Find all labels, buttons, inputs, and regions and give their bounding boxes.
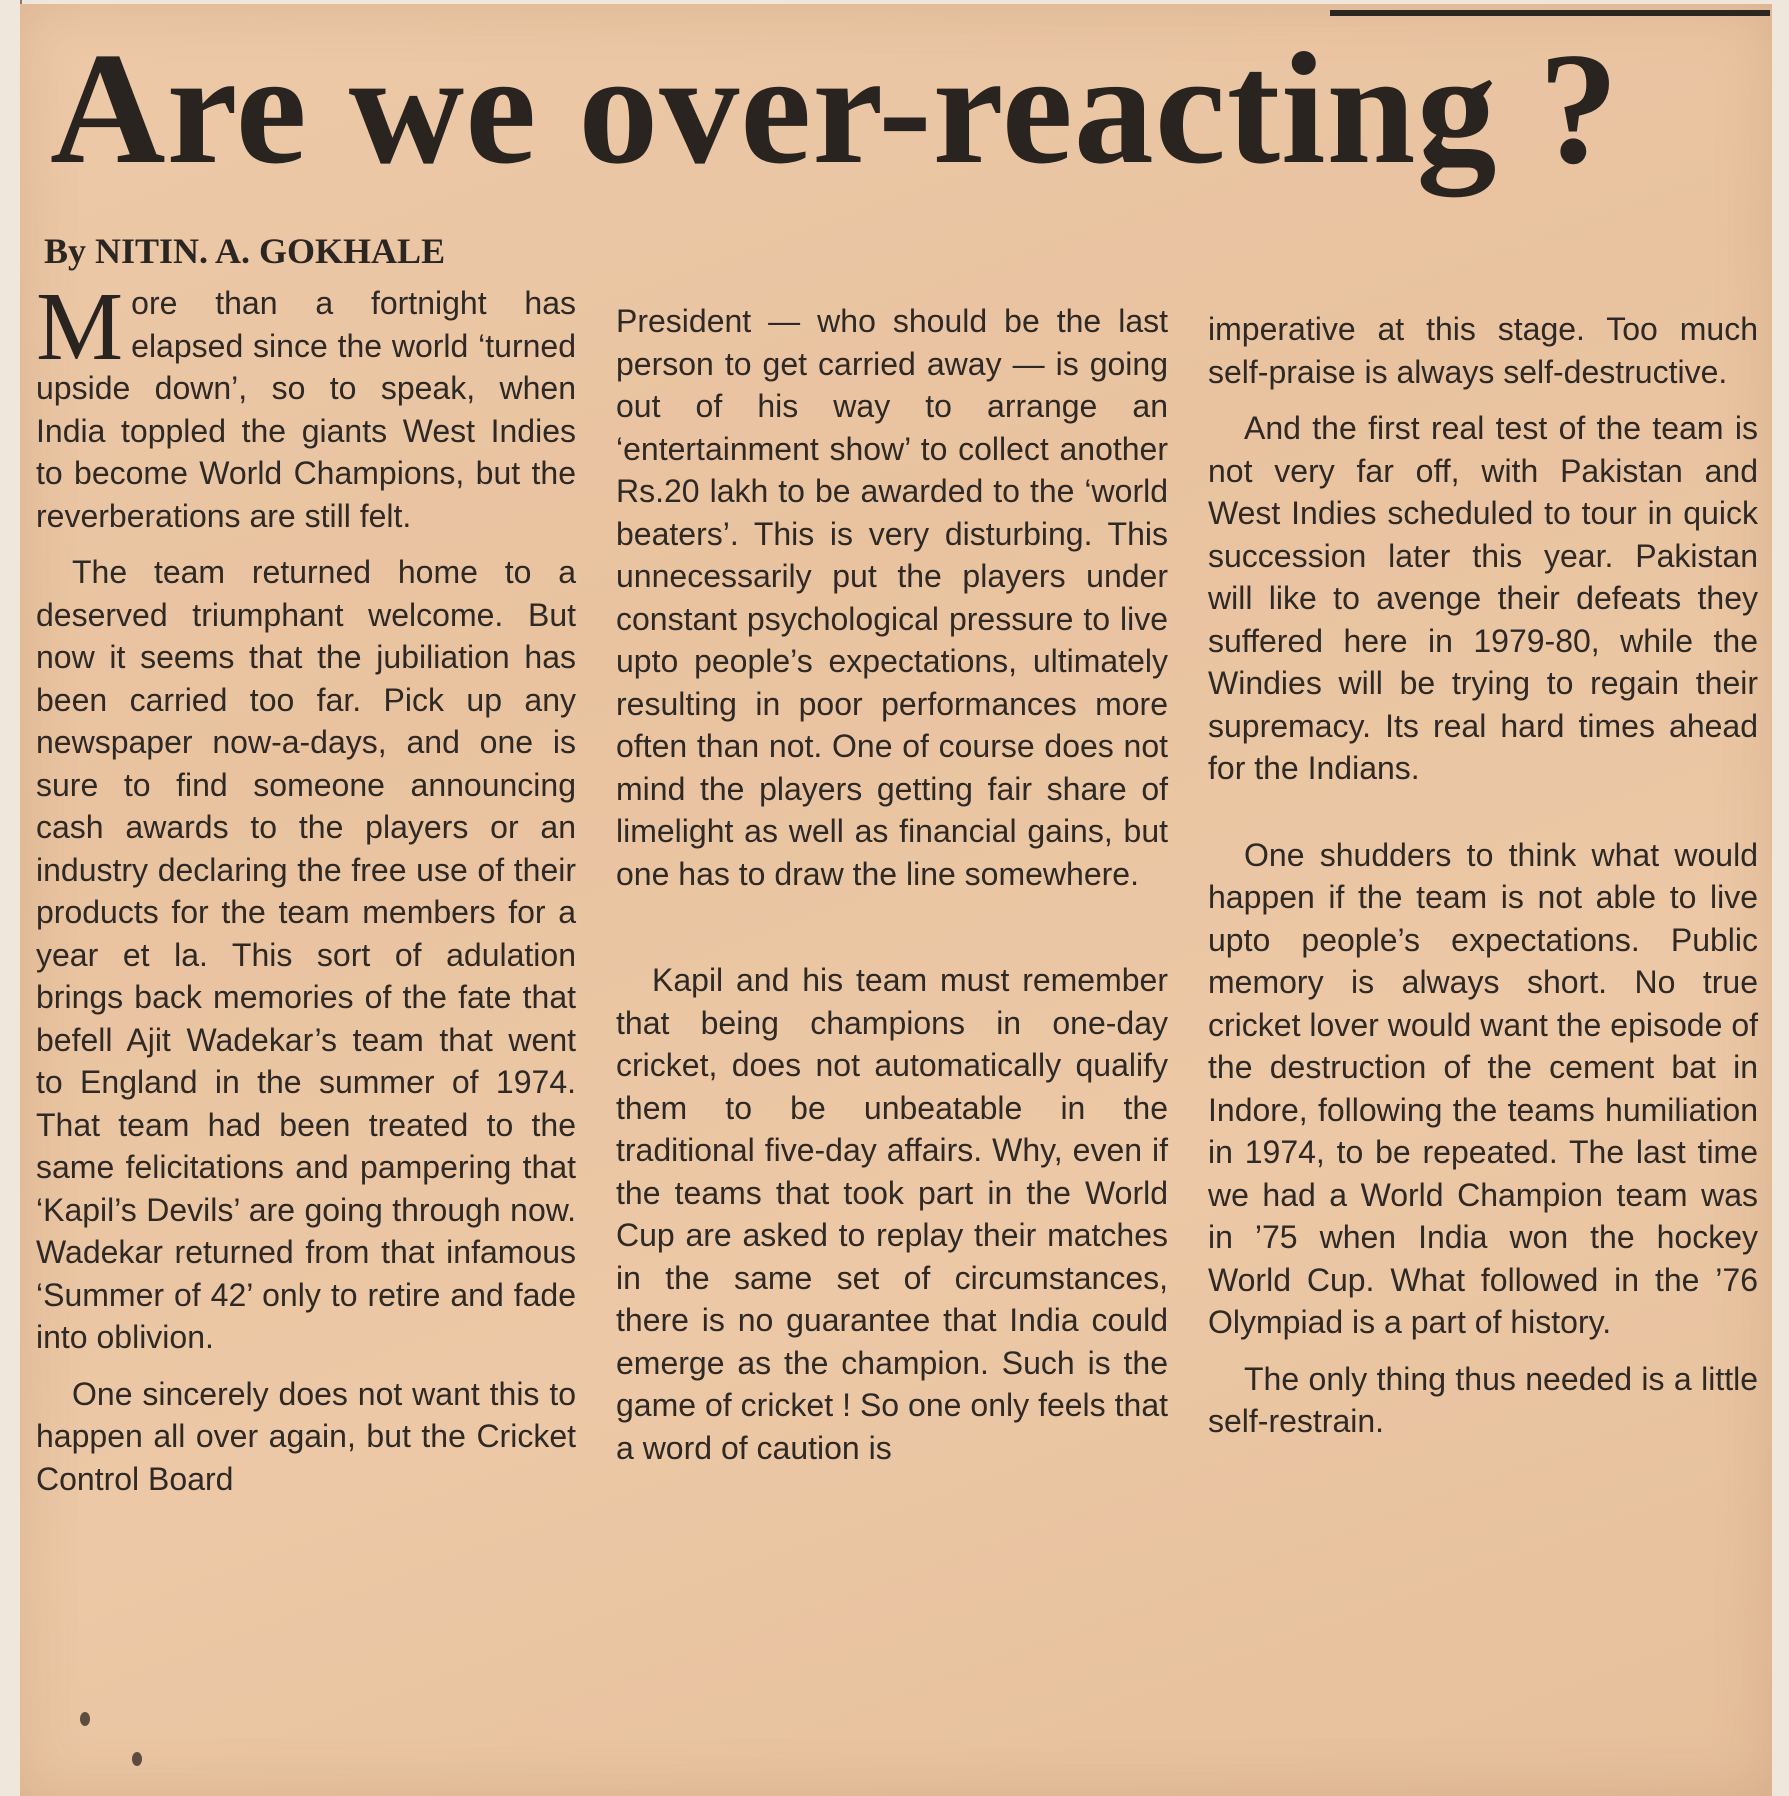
column-gap bbox=[1208, 804, 1758, 834]
byline: By NITIN. A. GOKHALE bbox=[44, 231, 446, 271]
drop-cap: M bbox=[36, 273, 124, 381]
article-column-1 bbox=[36, 273, 576, 1514]
column-gap bbox=[616, 909, 1168, 959]
paragraph: imperative at this stage. Too much self-praise is always self-destructive. bbox=[1208, 311, 1758, 390]
paragraph: One sincerely does not want this to happen all over again, but the Cricket Control Board bbox=[36, 1375, 576, 1497]
paragraph: The only thing thus needed is a little self-restrain. bbox=[1208, 1360, 1758, 1439]
paragraph: And the first real test of the team is not very far off, with Pakistan and West Indies scheduled to tour in quick succession later this year. Pakistan will like to avenge their defeats they suffered here in 1979-80, while the Windies will be trying to regain their supremacy. Its real hard times ahead for the Indians. bbox=[1208, 410, 1758, 786]
paragraph: One shudders to think what would happen if the team is not able to live upto people’s expectations. Public memory is always short. No true cricket lover would want the episode of the destruction of the cement bat in Indore, following the teams humiliation in 1974, to be repeated. The last time we had a World Champion team was in ’75 when India won the hockey World Cup. What followed in the ’76 Olympiad is a part of history. bbox=[1208, 836, 1758, 1340]
ink-speck bbox=[132, 1752, 142, 1766]
paragraph-text: ore than a fortnight has elapsed since the world ‘turned upside down’, so to speak, when India toppled the giants West Indies to become World Champions, but the reverberations are still felt. bbox=[36, 285, 576, 534]
paragraph: President — who should be the last person to get carried away — is going out of his way to arrange an ‘entertainment show’ to collect another Rs.20 lakh to be awarded to the ‘world beaters’. This is very disturbing. This unnecessarily put the players under constant psychological pressure to live upto people’s expectations, ultimately resulting in poor performances more often than not. One of course does not mind the players getting fair share of limelight as well as financial gains, but one has to draw the line somewhere. bbox=[616, 303, 1168, 892]
article-column-3 bbox=[1208, 308, 1758, 1457]
paragraph: Kapil and his team must remember that being champions in one-day cricket, does not automatically qualify them to be unbeatable in the traditional five-day affairs. Why, even if the teams that took part in the World Cup are asked to replay their matches in the same set of circumstances, there is no guarantee that India could emerge as the champion. Such is the game of cricket ! So one only feels that a word of caution is bbox=[616, 962, 1168, 1466]
paragraph bbox=[36, 273, 576, 537]
top-rule-line bbox=[1330, 10, 1770, 16]
headline: Are we over-reacting ? bbox=[50, 19, 1620, 197]
ink-speck bbox=[80, 1712, 90, 1726]
article-column-2 bbox=[616, 300, 1168, 1483]
paragraph: The team returned home to a deserved triumphant welcome. But now it seems that the jubiliation has been carried too far. Pick up any newspaper now-a-days, and one is sure to find someone announcing cash awards to the players or an industry declaring the free use of their products for the team members for a year et la. This sort of adulation brings back memories of the fate that befell Ajit Wadekar’s team that went to England in the summer of 1974. That team had been treated to the same felicitations and pampering that ‘Kapil’s Devils’ are going through now. Wadekar returned from that infamous ‘Summer of 42’ only to retire and fade into oblivion. bbox=[36, 554, 576, 1355]
